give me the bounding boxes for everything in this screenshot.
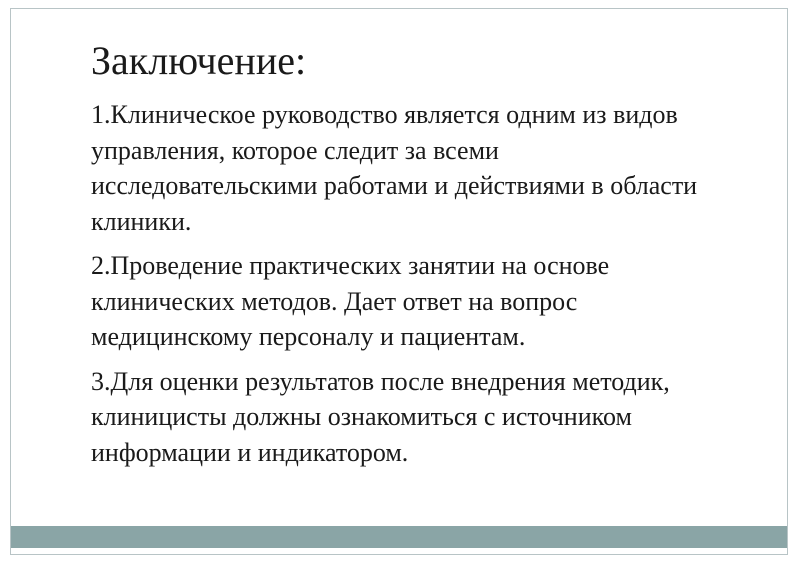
slide-content [91,37,711,479]
accent-bar [11,526,787,548]
paragraph-1: 1.Клиническое руководство является одним из видов управления, которое следит за всеми исследовательскими работами и действиями в области клиники. [91,100,698,236]
slide-title: Заключение: [91,38,307,83]
paragraph-2: 2.Проведение практических занятии на основе клинических методов. Дает ответ на вопрос медицинскому персоналу и пациентам. [91,251,610,351]
paragraph-3: 3.Для оценки результатов после внедрения методик, клиницисты должны ознакомиться с источником информации и индикатором. [91,366,670,467]
slide [10,8,788,555]
